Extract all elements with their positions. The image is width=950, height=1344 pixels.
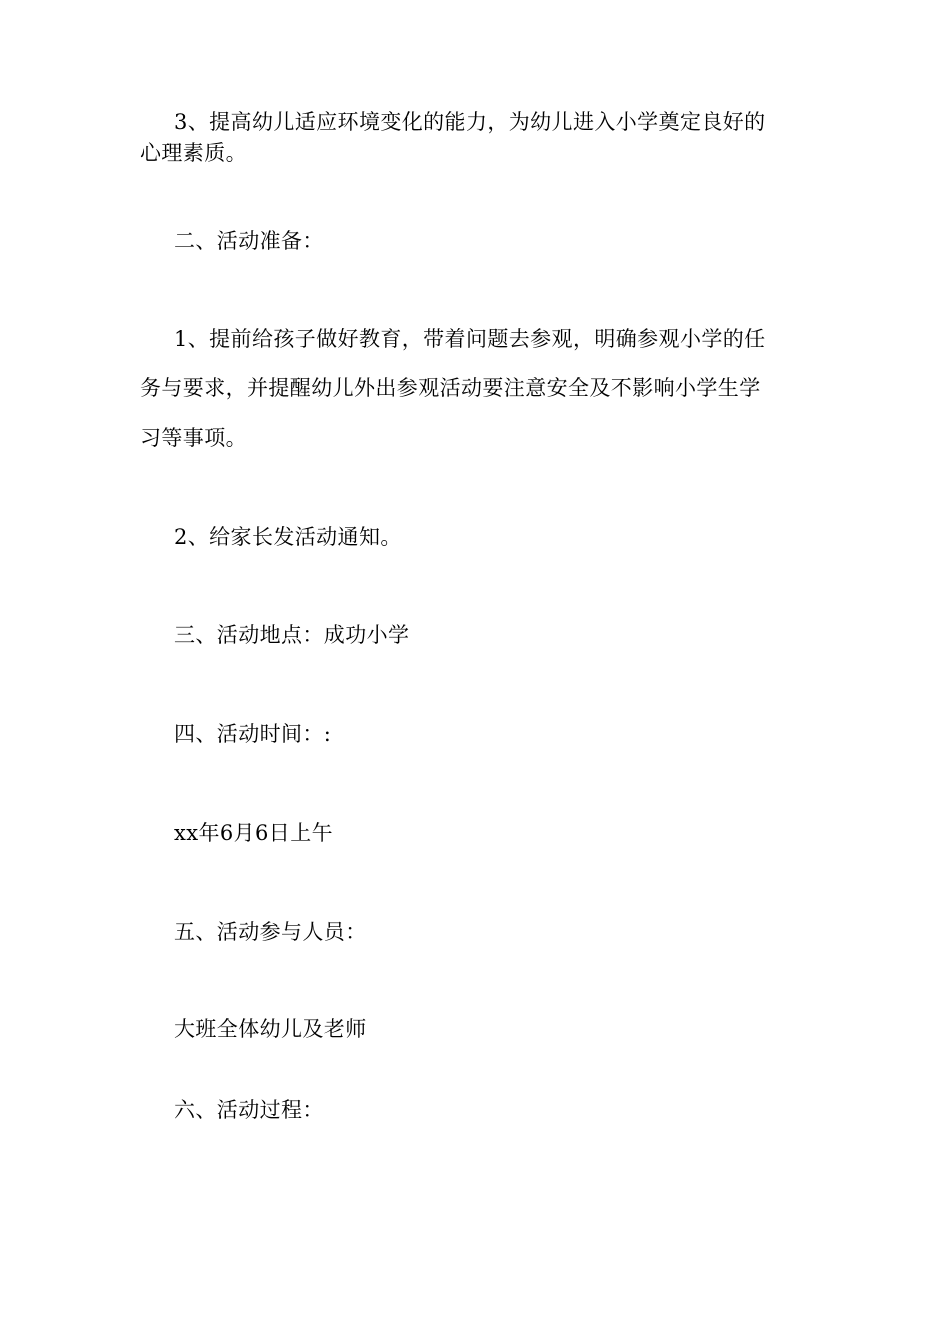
- section-heading-process: 六、活动过程：: [174, 1098, 324, 1122]
- section-heading-preparation: 二、活动准备：: [174, 229, 324, 253]
- paragraph-goal-3-line-2: 心理素质。: [140, 141, 247, 165]
- paragraph-preparation-1-line-1: 1、提前给孩子做好教育，带着问题去参观，明确参观小学的任: [174, 327, 766, 351]
- time-value: xx年6月6日上午: [174, 821, 334, 845]
- paragraph-preparation-1-line-2: 务与要求，并提醒幼儿外出参观活动要注意安全及不影响小学生学: [140, 376, 761, 400]
- paragraph-goal-3-line-1: 3、提高幼儿适应环境变化的能力，为幼儿进入小学奠定良好的: [174, 110, 766, 134]
- section-heading-time: 四、活动时间：:: [174, 722, 332, 746]
- paragraph-preparation-1-line-3: 习等事项。: [140, 426, 247, 450]
- paragraph-preparation-2: 2、给家长发活动通知。: [174, 525, 402, 549]
- section-heading-participants: 五、活动参与人员：: [174, 920, 367, 944]
- participants-value: 大班全体幼儿及老师: [174, 1017, 367, 1041]
- section-heading-location: 三、活动地点：成功小学: [174, 623, 410, 647]
